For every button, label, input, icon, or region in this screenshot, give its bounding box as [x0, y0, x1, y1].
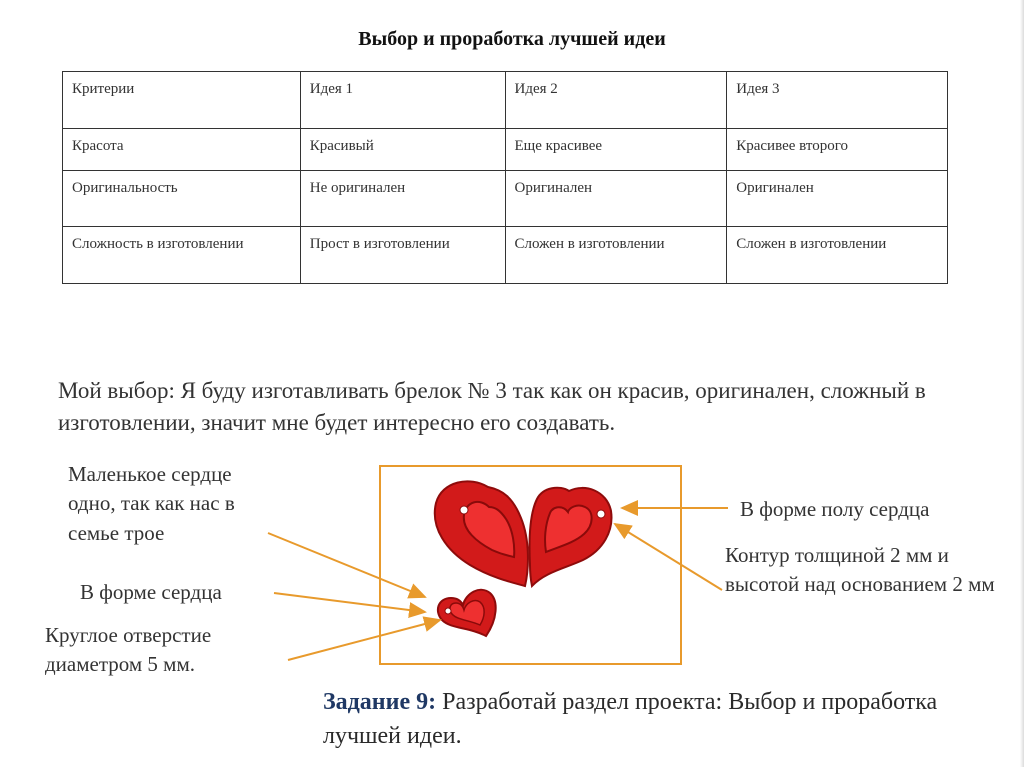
large-heart-left-icon	[435, 481, 528, 586]
table-cell: Красота	[63, 129, 301, 171]
note-small-heart: Маленькое сердце одно, так как нас в семье трое	[68, 462, 235, 545]
table-cell: Не оригинален	[300, 171, 505, 227]
table-cell: Еще красивее	[505, 129, 727, 171]
table-cell: Красивый	[300, 129, 505, 171]
task-label: Задание 9:	[323, 689, 437, 715]
table-cell: Сложен в изготовлении	[505, 227, 727, 284]
half-heart-right-icon	[530, 488, 612, 586]
note-contour: Контур толщиной 2 мм и высотой над основанием 2 мм	[725, 543, 995, 597]
task-paragraph	[323, 686, 983, 753]
table-cell: Оригинальность	[63, 171, 301, 227]
arrow-small-heart	[268, 533, 425, 597]
note-round-hole: Круглое отверстие диаметром 5 мм.	[45, 623, 212, 677]
page-title: Выбор и проработка лучшей идеи	[358, 28, 666, 50]
header-cell: Идея 1	[300, 72, 505, 129]
header-cell: Идея 3	[727, 72, 948, 129]
table-cell: Прост в изготовлении	[300, 227, 505, 284]
note-half-heart: В форме полу сердца	[740, 497, 930, 521]
table-cell: Оригинален	[505, 171, 727, 227]
note-heart-shape: В форме сердца	[80, 580, 222, 604]
table-cell: Красивее второго	[727, 129, 948, 171]
arrow-round-hole	[288, 620, 440, 660]
table-cell: Сложен в изготовлении	[727, 227, 948, 284]
small-heart-icon	[438, 590, 496, 636]
table-cell: Оригинален	[727, 171, 948, 227]
arrow-contour	[615, 524, 722, 590]
arrow-heart-shape	[274, 593, 425, 612]
table-cell: Сложность в изготовлении	[63, 227, 301, 284]
header-cell: Идея 2	[505, 72, 727, 129]
choice-paragraph: Мой выбор: Я буду изготавливать брелок № 3 так как он красив, оригинален, сложный в изготовлении, значит мне будет интересно его создавать.	[58, 378, 926, 436]
task-text: Разработай раздел проекта: Выбор и проработка лучшей идеи.	[323, 689, 938, 749]
header-cell: Критерии	[63, 72, 301, 129]
